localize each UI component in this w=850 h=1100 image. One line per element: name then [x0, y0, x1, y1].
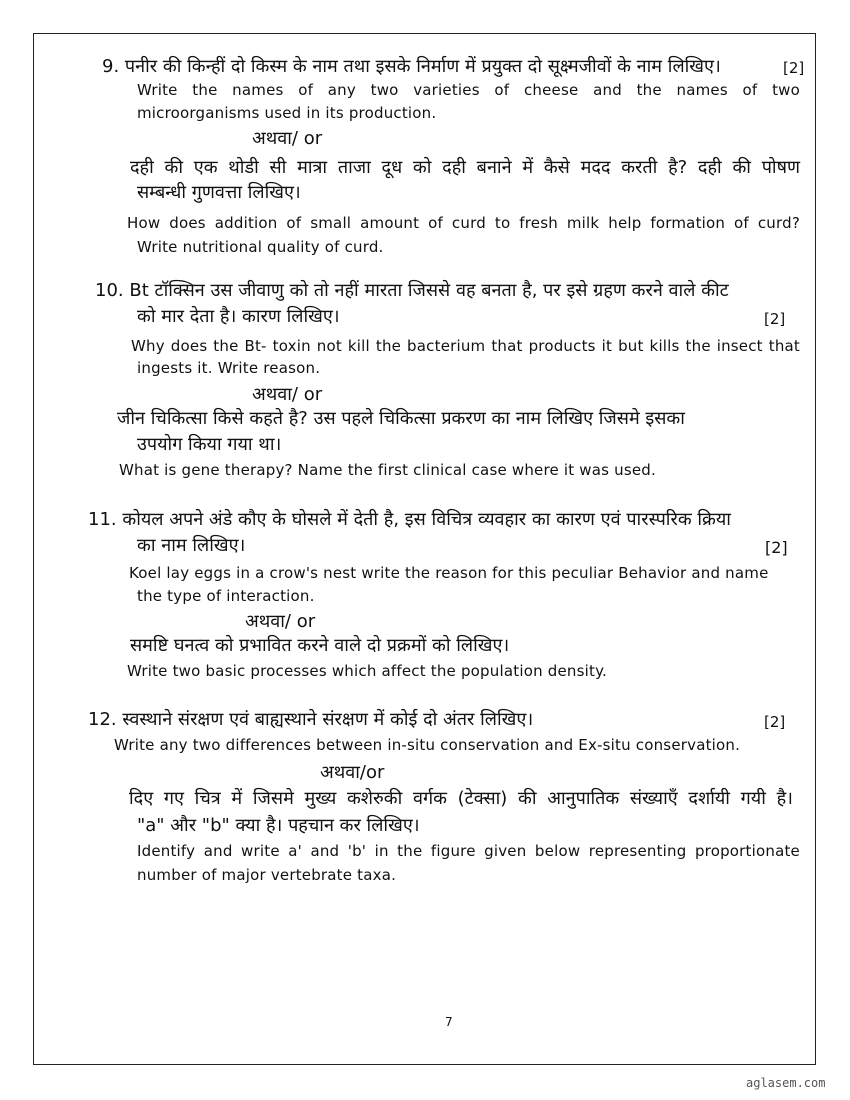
q10-marks: [2] [764, 310, 786, 328]
q11-english-line1: Koel lay eggs in a crow's nest write the reason for this peculiar Behavior and name [129, 564, 769, 582]
q12-alt-hindi-line2: "a" और "b" क्या है। पहचान कर लिखिए। [137, 815, 420, 836]
q9-english-line2: microorganisms used in its production. [137, 104, 437, 122]
q9-or-label: अथवा/ or [252, 128, 323, 149]
q9-hindi [102, 56, 721, 78]
q12-number: 12. [88, 709, 117, 730]
q10-hindi-line1 [95, 280, 729, 302]
q10-alt-english-line1: What is gene therapy? Name the first clinical case where it was used. [119, 461, 656, 479]
q9-alt-hindi-line2: सम्बन्धी गुणवत्ता लिखिए। [137, 182, 301, 203]
q11-alt-hindi-line1: समष्टि घनत्व को प्रभावित करने वाले दो प्रक्रमों को लिखिए। [130, 635, 510, 656]
q10-alt-hindi-line1: जीन चिकित्सा किसे कहते है? उस पहले चिकित्सा प्रकरण का नाम लिखिए जिसमे इसका [117, 408, 685, 429]
q9-number: 9. [102, 56, 120, 77]
q11-hindi-text: कोयल अपने अंडे कौए के घोसले में देती है, इस विचित्र व्यवहार का कारण एवं पारस्परिक क्रिया [122, 509, 731, 530]
q11-hindi-line2: का नाम लिखिए। [137, 535, 246, 556]
q10-english-line2: ingests it. Write reason. [137, 359, 321, 377]
q11-hindi-line1 [88, 509, 731, 531]
q10-english-line1: Why does the Bt- toxin not kill the bacterium that products it but kills the insect that [131, 337, 800, 355]
q9-hindi-text: पनीर की किन्हीं दो किस्म के नाम तथा इसके निर्माण में प्रयुक्त दो सूक्ष्मजीवों के नाम लिखिए। [124, 56, 721, 77]
q10-hindi-text: Bt टॉक्सिन उस जीवाणु को तो नहीं मारता जिससे वह बनता है, पर इसे ग्रहण करने वाले कीट [129, 280, 729, 301]
q10-number: 10. [95, 280, 124, 301]
q12-alt-hindi-line1: दिए गए चित्र में जिसमे मुख्य कशेरुकी वर्गक (टेक्सा) की आनुपातिक संख्याएँ दर्शायी गयी है। [129, 788, 793, 809]
q9-marks: [2] [783, 59, 805, 77]
q11-or-label: अथवा/ or [245, 611, 316, 632]
q10-hindi-line2: को मार देता है। कारण लिखिए। [137, 306, 340, 327]
page-number: 7 [445, 1015, 453, 1029]
q11-english-line2: the type of interaction. [137, 587, 315, 605]
q10-alt-hindi-line2: उपयोग किया गया था। [137, 434, 282, 455]
q12-hindi-line1 [88, 709, 533, 731]
q12-alt-english-line2: number of major vertebrate taxa. [137, 866, 397, 884]
q9-alt-english-line2: Write nutritional quality of curd. [137, 238, 384, 256]
q12-or-label: अथवा/or [320, 762, 385, 783]
q9-alt-english-line1: How does addition of small amount of curd to fresh milk help formation of curd? [127, 214, 800, 232]
q9-english-line1: Write the names of any two varieties of cheese and the names of two [137, 81, 800, 99]
q11-marks: [2] [765, 538, 788, 557]
q11-alt-english-line1: Write two basic processes which affect the population density. [127, 662, 607, 680]
q11-number: 11. [88, 509, 117, 530]
q12-marks: [2] [764, 713, 786, 731]
watermark-link[interactable]: aglasem.com [746, 1076, 826, 1090]
q12-alt-english-line1: Identify and write a' and 'b' in the figure given below representing proportionate [137, 842, 800, 860]
q10-or-label: अथवा/ or [252, 384, 323, 405]
q12-hindi-text: स्वस्थाने संरक्षण एवं बाह्यस्थाने संरक्षण में कोई दो अंतर लिखिए। [122, 709, 534, 730]
q12-english-line1: Write any two differences between in-situ conservation and Ex-situ conservation. [114, 736, 741, 754]
q9-alt-hindi-line1: दही की एक थोडी सी मात्रा ताजा दूध को दही बनाने में कैसे मदद करती है? दही की पोषण [130, 157, 800, 178]
